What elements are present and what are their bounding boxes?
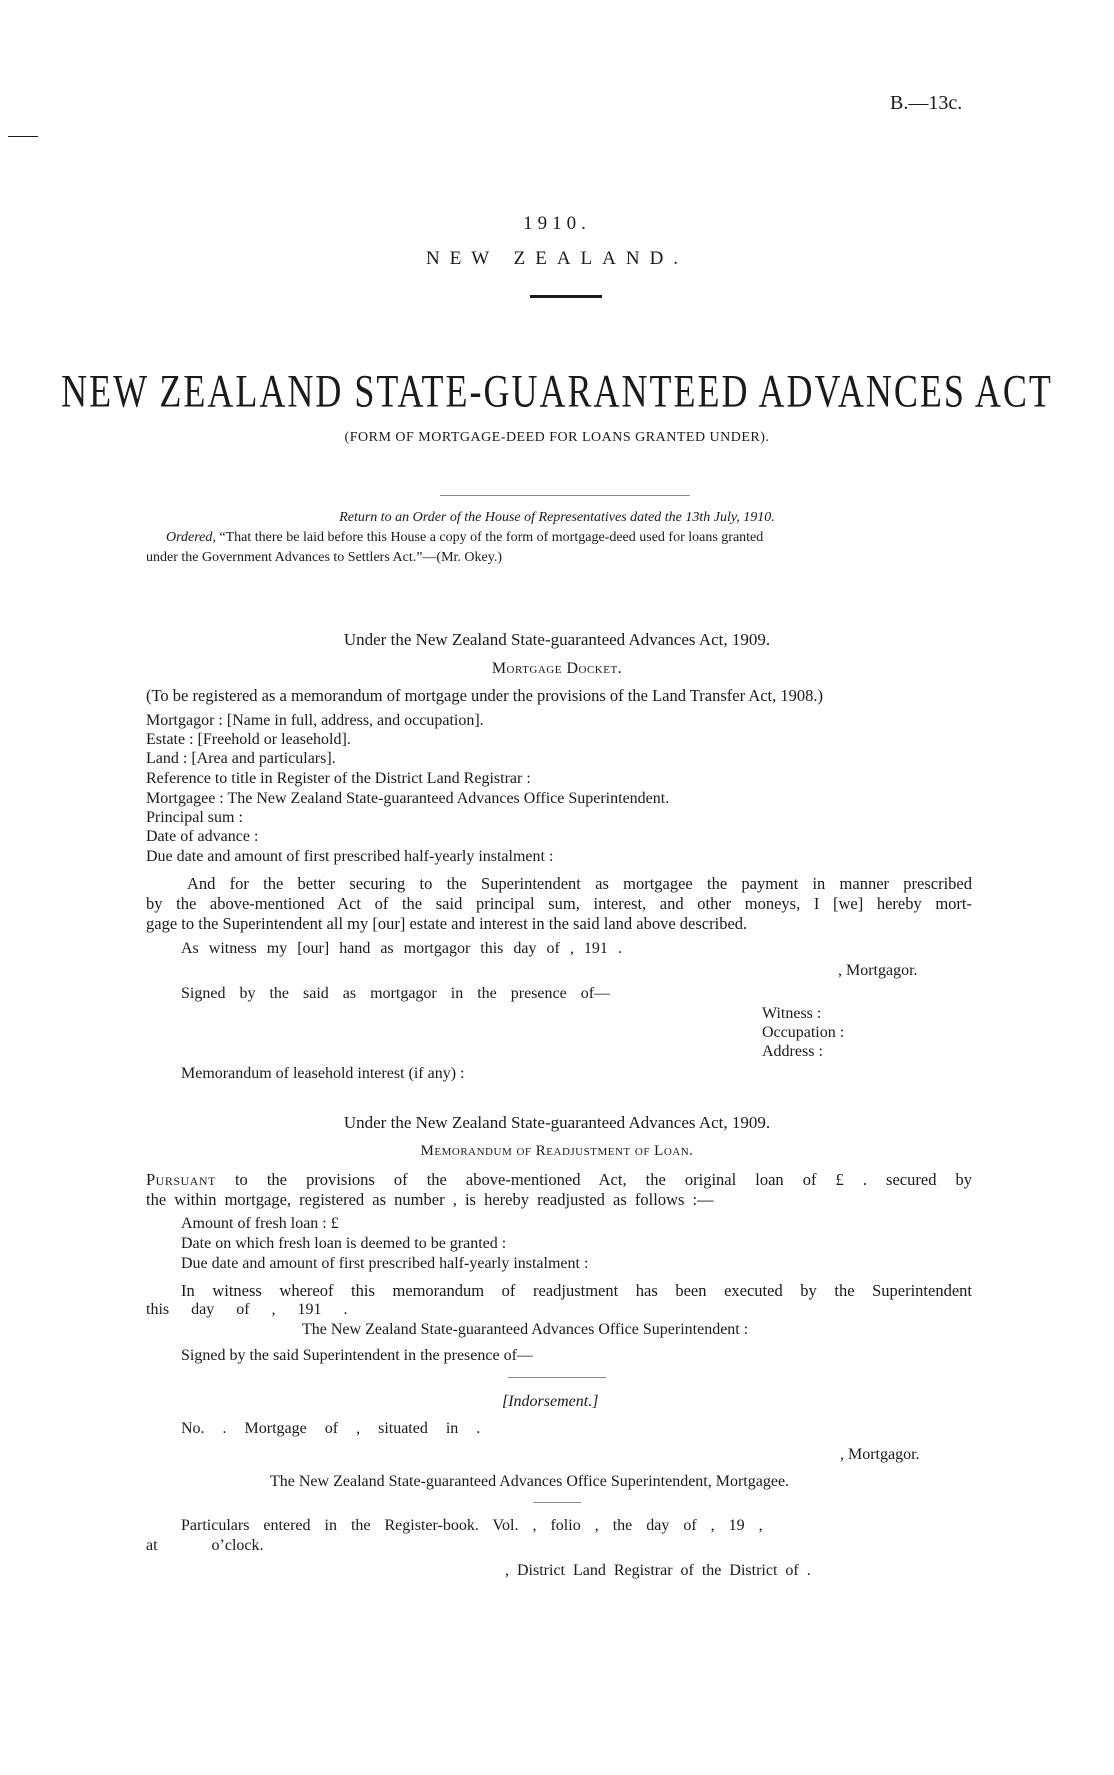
- readjustment-heading: Memorandum of Readjustment of Loan.: [420, 1143, 694, 1159]
- mortgagor-line: Mortgagor : [Name in full, address, and occupation].: [146, 712, 484, 729]
- indorsement-heading: [Indorsement.]: [502, 1393, 599, 1410]
- margin-mark: [8, 136, 38, 137]
- indorsement-mortgagee: The New Zealand State-guaranteed Advances Office Superintendent, Mortgagee.: [270, 1473, 790, 1490]
- fresh-due-date-line: Due date and amount of first prescribed half-yearly instalment :: [181, 1255, 589, 1272]
- ordered-text-continued: under the Government Advances to Settlers Act.”—(Mr. Okey.): [146, 550, 503, 565]
- docket-paragraph-line-1: And for the better securing to the Superintendent as mortgagee the payment in manner prescribed: [187, 874, 972, 893]
- indorsement-line-1: No. . Mortgage of , situated in .: [181, 1420, 481, 1437]
- estate-line: Estate : [Freehold or leasehold].: [146, 731, 351, 748]
- divider: [533, 1502, 581, 1503]
- country: NEW ZEALAND.: [425, 248, 689, 269]
- document-subtitle: (FORM OF MORTGAGE-DEED FOR LOANS GRANTED UNDER).: [344, 430, 770, 445]
- readjustment-para-line-1: [146, 1170, 972, 1190]
- year: 1910.: [523, 213, 591, 234]
- particulars-line: Particulars entered in the Register-book. Vol. , folio , the day of , 19 ,: [181, 1517, 763, 1534]
- registrar-line: , District Land Registrar of the District of .: [505, 1562, 811, 1579]
- paper-code: B.—13c.: [890, 92, 963, 114]
- superintendent-signature: The New Zealand State-guaranteed Advances Office Superintendent :: [302, 1321, 749, 1338]
- indorsement-mortgagor: , Mortgagor.: [840, 1446, 920, 1463]
- pursuant-text: to the provisions of the above-mentioned Act, the original loan of £ . secured by: [234, 1170, 973, 1189]
- ordered-label: Ordered,: [166, 530, 216, 545]
- witness-hand-line: As witness my [our] hand as mortgagor this day of , 191 .: [181, 940, 622, 957]
- land-line: Land : [Area and particulars].: [146, 750, 336, 767]
- docket-paragraph-line-2: by the above-mentioned Act of the said principal sum, interest, and other moneys, I [we] hereby mort-: [146, 894, 972, 913]
- divider: [508, 1377, 606, 1378]
- fresh-loan-line: Amount of fresh loan : £: [181, 1215, 339, 1232]
- title-divider: [530, 295, 602, 298]
- mortgagor-signature: , Mortgagor.: [838, 962, 918, 979]
- readjustment-para-line-2: the within mortgage, registered as number , is hereby readjusted as follows :—: [146, 1190, 714, 1209]
- date-advance-line: Date of advance :: [146, 828, 259, 845]
- docket-act-heading: Under the New Zealand State-guaranteed Advances Act, 1909.: [343, 630, 771, 649]
- docket-heading: Mortgage Docket.: [491, 660, 623, 677]
- return-order-line: Return to an Order of the House of Representatives dated the 13th July, 1910.: [339, 510, 775, 525]
- ordered-paragraph: [166, 530, 763, 546]
- due-date-line: Due date and amount of first prescribed half-yearly instalment :: [146, 848, 554, 865]
- docket-paragraph-line-3: gage to the Superintendent all my [our] estate and interest in the said land above described.: [146, 914, 748, 933]
- ordered-text: “That there be laid before this House a copy of the form of mortgage-deed used for loans granted: [219, 530, 764, 545]
- mortgagee-line: Mortgagee : The New Zealand State-guaranteed Advances Office Superintendent.: [146, 790, 670, 807]
- address-field: Address :: [762, 1043, 823, 1060]
- readjustment-witness-line-1: In witness whereof this memorandum of readjustment has been executed by the Superintendent: [181, 1281, 972, 1300]
- principal-line: Principal sum :: [146, 809, 243, 826]
- readjustment-act-heading: Under the New Zealand State-guaranteed Advances Act, 1909.: [343, 1113, 771, 1132]
- witness-field: Witness :: [762, 1005, 822, 1022]
- memo-leasehold-line: Memorandum of leasehold interest (if any) :: [181, 1065, 465, 1082]
- reference-line: Reference to title in Register of the District Land Registrar :: [146, 770, 531, 787]
- pursuant-lead: Pursuant: [146, 1170, 216, 1189]
- docket-note: (To be registered as a memorandum of mortgage under the provisions of the Land Transfer Act, 1908.): [146, 686, 824, 705]
- at-clock-line: at o’clock.: [146, 1537, 264, 1554]
- readjustment-witness-line-2: this day of , 191 .: [146, 1301, 348, 1318]
- occupation-field: Occupation :: [762, 1024, 845, 1041]
- date-fresh-loan-line: Date on which fresh loan is deemed to be granted :: [181, 1235, 507, 1252]
- divider: [440, 495, 690, 496]
- document-title: NEW ZEALAND STATE-GUARANTEED ADVANCES ACT: [61, 365, 1053, 417]
- signed-by-line: Signed by the said as mortgagor in the presence of—: [181, 985, 611, 1002]
- superintendent-signed-by: Signed by the said Superintendent in the presence of—: [181, 1347, 533, 1364]
